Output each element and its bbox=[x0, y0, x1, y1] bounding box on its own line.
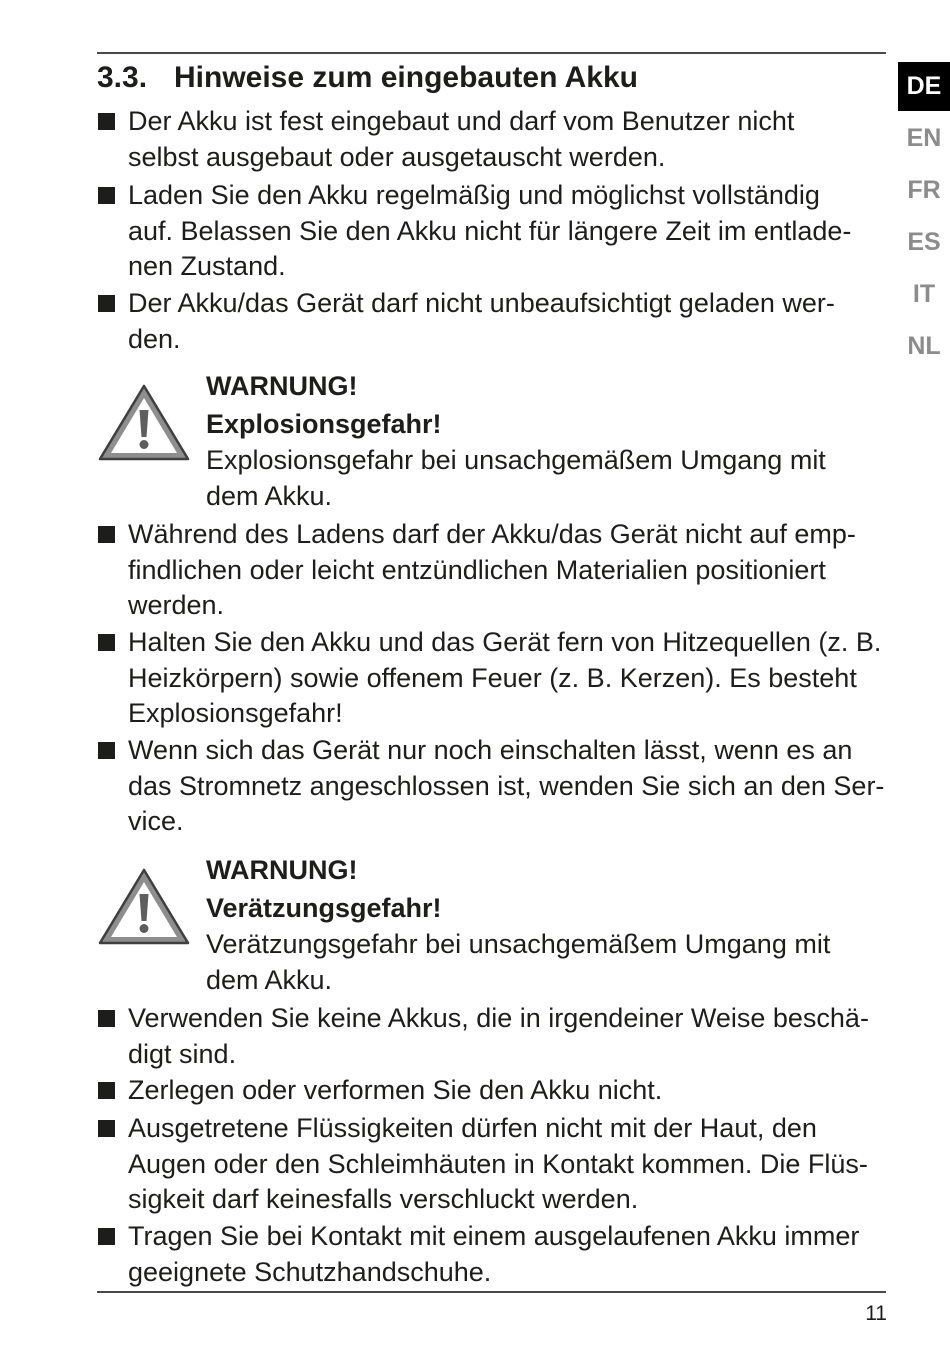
bottom-divider bbox=[97, 1291, 886, 1293]
list-item-text bbox=[128, 1219, 886, 1290]
warning-notice bbox=[97, 851, 886, 998]
square-bullet-icon bbox=[98, 187, 115, 204]
list-item-text bbox=[128, 1111, 886, 1218]
text-line: Wenn sich das Gerät nur noch einschalten lässt, wenn es an bbox=[128, 735, 853, 765]
list-item bbox=[97, 1001, 886, 1072]
list-item-text bbox=[128, 625, 886, 732]
language-tab-en: EN bbox=[906, 124, 942, 152]
text-line: Der Akku ist fest eingebaut und darf vom Benutzer nicht bbox=[128, 106, 795, 136]
list-item-text bbox=[128, 733, 886, 840]
list-item-text bbox=[128, 104, 886, 175]
text-line: sigkeit darf keinesfalls verschluckt werden. bbox=[128, 1184, 639, 1215]
text-line: Tragen Sie bei Kontakt mit einem ausgelaufenen Akku immer bbox=[128, 1221, 860, 1251]
text-line: Laden Sie den Akku regelmäßig und möglichst vollständig bbox=[128, 180, 820, 210]
language-tab-fr: FR bbox=[907, 176, 941, 204]
list-item bbox=[97, 1073, 886, 1109]
list-item bbox=[97, 625, 886, 732]
list-item bbox=[97, 104, 886, 175]
text-line: dem Akku. bbox=[206, 480, 333, 511]
warning-signal-word: WARNUNG! bbox=[206, 371, 358, 401]
square-bullet-icon bbox=[98, 526, 115, 543]
square-bullet-icon bbox=[98, 1228, 115, 1245]
square-bullet-icon bbox=[98, 634, 115, 651]
top-divider bbox=[97, 52, 886, 54]
text-line: Heizkörpern) sowie offenem Feuer (z. B. Kerzen). Es besteht bbox=[128, 662, 857, 693]
language-tab-es: ES bbox=[907, 228, 941, 256]
page-number: 11 bbox=[865, 1302, 887, 1325]
text-line: auf. Belassen Sie den Akku nicht für längere Zeit im entlade- bbox=[128, 215, 852, 246]
square-bullet-icon bbox=[98, 295, 115, 312]
text-line: Der Akku/das Gerät darf nicht unbeaufsichtigt geladen wer- bbox=[128, 288, 835, 318]
square-bullet-icon bbox=[98, 1120, 115, 1137]
list-item bbox=[97, 178, 886, 285]
text-line: findlichen oder leicht entzündlichen Materialien positioniert bbox=[128, 554, 826, 585]
text-line: nen Zustand. bbox=[128, 251, 286, 282]
section-number: 3.3. bbox=[97, 61, 148, 94]
square-bullet-icon bbox=[98, 1082, 115, 1099]
section-heading bbox=[97, 60, 886, 96]
text-line: Zerlegen oder verformen Sie den Akku nicht. bbox=[128, 1075, 663, 1105]
text-line: werden. bbox=[128, 590, 225, 621]
warning-triangle-icon bbox=[97, 867, 191, 947]
list-item-text bbox=[128, 178, 886, 285]
text-line: digt sind. bbox=[128, 1038, 237, 1069]
language-tab-nl: NL bbox=[907, 332, 941, 360]
text-line: Verwenden Sie keine Akkus, die in irgendeiner Weise beschä- bbox=[128, 1003, 869, 1033]
language-tabs bbox=[898, 62, 950, 374]
warning-hazard: Explosionsgefahr! bbox=[206, 409, 442, 439]
list-item-text bbox=[128, 286, 886, 357]
language-tab-de: DE bbox=[898, 62, 950, 111]
section-title: Hinweise zum eingebauten Akku bbox=[174, 61, 638, 94]
warning-signal-word: WARNUNG! bbox=[206, 855, 358, 885]
text-line: Halten Sie den Akku und das Gerät fern von Hitzequellen (z. B. bbox=[128, 627, 882, 657]
text-line: Explosionsgefahr! bbox=[128, 698, 343, 729]
text-line: den. bbox=[128, 323, 181, 354]
language-tab-it: IT bbox=[912, 280, 936, 308]
text-line: selbst ausgebaut oder ausgetauscht werden. bbox=[128, 141, 666, 172]
text-line: vice. bbox=[128, 806, 184, 837]
list-item bbox=[97, 286, 886, 357]
square-bullet-icon bbox=[98, 742, 115, 759]
warning-hazard: Verätzungsgefahr! bbox=[206, 893, 442, 923]
list-item-text bbox=[128, 1001, 886, 1072]
text-line: das Stromnetz angeschlossen ist, wenden Sie sich an den Ser- bbox=[128, 770, 885, 801]
warning-triangle-icon bbox=[97, 383, 191, 463]
text-line: geeignete Schutzhandschuhe. bbox=[128, 1256, 492, 1287]
list-item-text bbox=[128, 517, 886, 624]
text-line: Ausgetretene Flüssigkeiten dürfen nicht mit der Haut, den bbox=[128, 1113, 817, 1143]
warning-text bbox=[206, 851, 886, 998]
text-line: dem Akku. bbox=[206, 964, 333, 995]
warning-notice bbox=[97, 367, 886, 514]
text-line: Verätzungsgefahr bei unsachgemäßem Umgang mit bbox=[206, 929, 831, 959]
text-line: Augen oder den Schleimhäuten in Kontakt kommen. Die Flüs- bbox=[128, 1148, 868, 1179]
warning-text bbox=[206, 367, 886, 514]
list-item-text bbox=[128, 1073, 886, 1109]
text-line: Während des Ladens darf der Akku/das Gerät nicht auf emp- bbox=[128, 519, 856, 549]
list-item bbox=[97, 517, 886, 624]
text-line: Explosionsgefahr bei unsachgemäßem Umgang mit bbox=[206, 445, 826, 475]
list-item bbox=[97, 733, 886, 840]
list-item bbox=[97, 1219, 886, 1290]
list-item bbox=[97, 1111, 886, 1218]
square-bullet-icon bbox=[98, 1010, 115, 1027]
square-bullet-icon bbox=[98, 113, 115, 130]
